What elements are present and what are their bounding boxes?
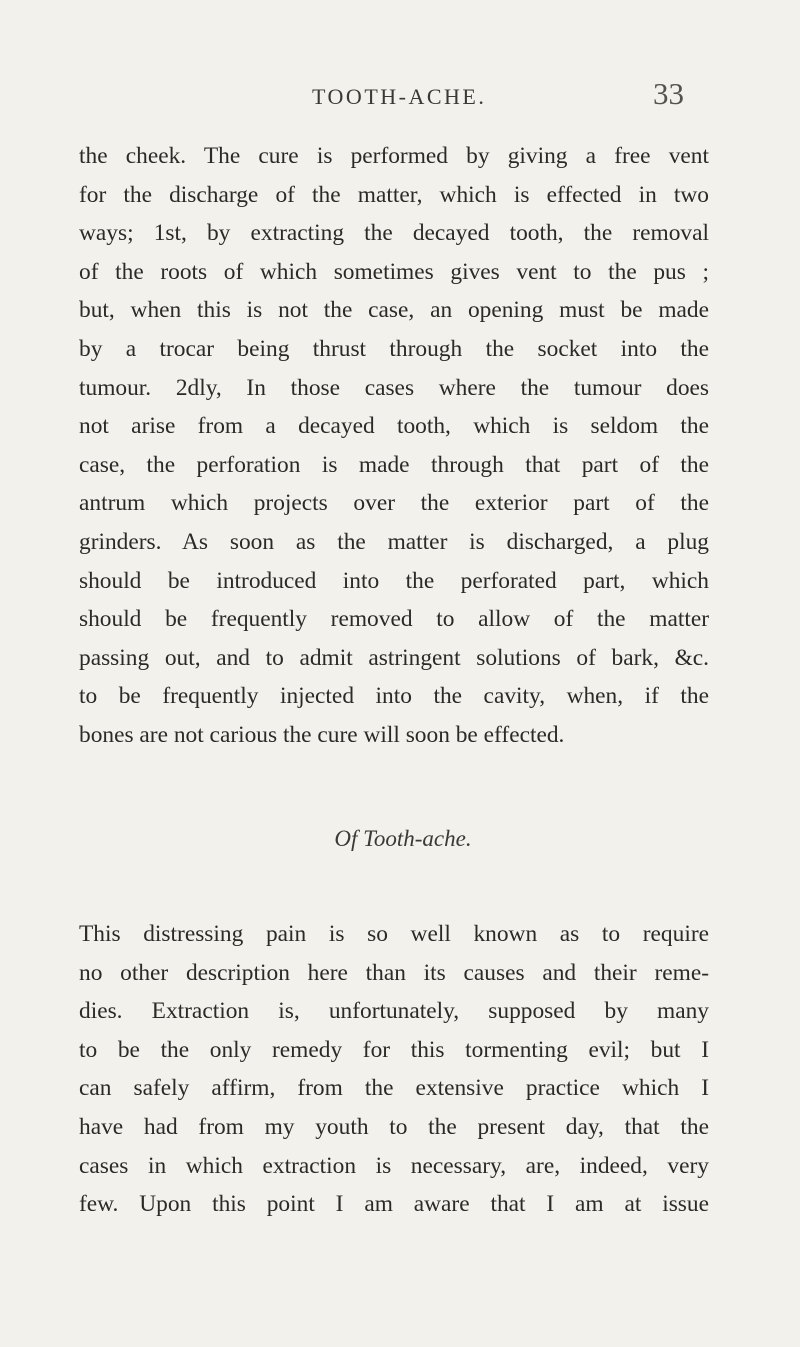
text-line: should be introduced into the perforated part, which bbox=[79, 567, 709, 594]
text-line: to be frequently injected into the cavity, when, if the bbox=[79, 683, 709, 710]
text-line: have had from my youth to the present day, that the bbox=[79, 1113, 709, 1140]
paragraph-tooth-ache bbox=[79, 915, 709, 1224]
text-line: of the roots of which sometimes gives vent to the pus ; bbox=[79, 258, 709, 285]
page-number: 33 bbox=[653, 76, 684, 111]
text-line: tumour. 2dly, In those cases where the tumour does bbox=[79, 374, 709, 401]
text-line: few. Upon this point I am aware that I am at issue bbox=[79, 1191, 709, 1218]
text-line: grinders. As soon as the matter is discharged, a plug bbox=[79, 528, 709, 555]
paragraph-antrum-cure bbox=[79, 137, 709, 755]
text-line: should be frequently removed to allow of the matter bbox=[79, 606, 709, 633]
text-line: but, when this is not the case, an opening must be made bbox=[79, 297, 709, 324]
text-line: bones are not carious the cure will soon be effected. bbox=[79, 721, 565, 748]
text-line: case, the perforation is made through that part of the bbox=[79, 451, 709, 478]
text-line: This distressing pain is so well known as to require bbox=[79, 921, 709, 947]
text-line: antrum which projects over the exterior part of the bbox=[79, 490, 709, 517]
running-title: TOOTH-ACHE. bbox=[312, 84, 487, 109]
text-line: not arise from a decayed tooth, which is seldom the bbox=[79, 413, 709, 440]
text-line: for the discharge of the matter, which is effected in two bbox=[79, 181, 709, 208]
text-line: by a trocar being thrust through the socket into the bbox=[79, 335, 709, 362]
text-line: no other description here than its causes and their reme- bbox=[79, 959, 709, 986]
text-line: the cheek. The cure is performed by giving a free vent bbox=[79, 143, 709, 169]
text-line: passing out, and to admit astringent solutions of bark, &c. bbox=[79, 644, 709, 671]
text-line: cases in which extraction is necessary, are, indeed, very bbox=[79, 1152, 709, 1179]
running-head bbox=[0, 76, 800, 116]
text-line: ways; 1st, by extracting the decayed tooth, the removal bbox=[79, 220, 709, 247]
text-line: to be the only remedy for this tormenting evil; but I bbox=[79, 1036, 709, 1063]
section-heading: Of Tooth-ache. bbox=[334, 826, 472, 851]
text-line: can safely affirm, from the extensive practice which I bbox=[79, 1075, 709, 1102]
text-line: dies. Extraction is, unfortunately, supposed by many bbox=[79, 998, 709, 1025]
